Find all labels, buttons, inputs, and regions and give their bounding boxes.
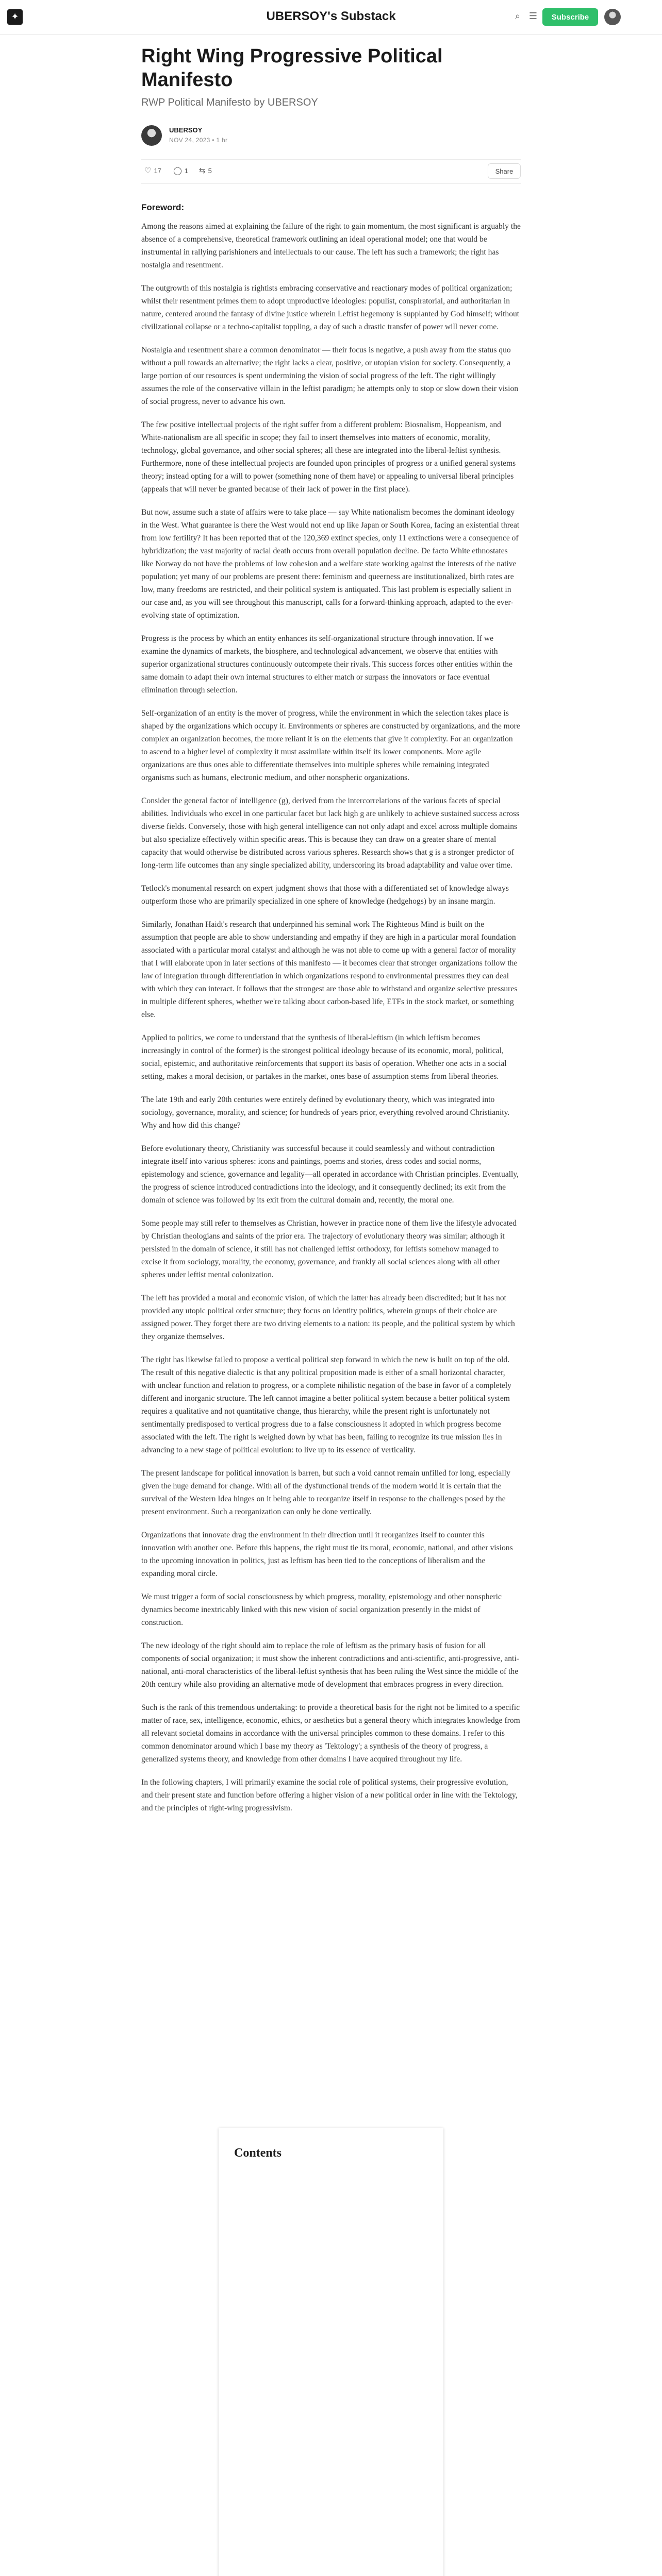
body-paragraph: Applied to politics, we come to understand that the synthesis of liberal-leftism (in which leftism becomes increasingly in control of the former) is the strongest political ideology because of its economic, moral, political, social, epistemic, and authoritative reinforcements that support its basis of operation. Whether one acts in a social setting, makes a moral decision, or partakes in the market, ones base of assumption stems from liberal theories.	[141, 1033, 507, 1081]
body-paragraph: The outgrowth of this nostalgia is rightists embracing conservative and reactionary modes of political organization; whilst their resentment primes them to adopt unproductive ideologies: populist, conspiratorial, and authoritarian in nature, centered around the fantasy of divine justice wherein Leftist hegemony is supplanted by God himself; without civilizational collapse or a techno-capitalist toppling, a day of such a drastic transfer of power will never come.	[141, 284, 520, 331]
search-icon[interactable]: ⌕	[515, 11, 521, 22]
body-paragraph: Nostalgia and resentment share a common denominator — their focus is negative, a push away from the status quo without a pull towards an alternative; the right lacks a clear, positive, or utopian vision for society. Consequently, a large portion of our resources is spent undermining the vision of social progress of the left. The right willingly assumes the role of the conservative villain in the leftist paradigm; he attempts only to stop or slow down their vision of social progress, never to advance his own.	[141, 346, 519, 406]
body-paragraph: The few positive intellectual projects of the right suffer from a different problem: Biosnalism, Hoppeanism, and White-nationalism are all specific in scope; they fail to insert themselves into matters of economic, morality, technology, global governance, and other social spheres; all these are integrated into the liberal-leftist synthesis. Furthermore, none of these intellectual projects are founded upon principles of progress or a unified general systems theory; instead opting for a will to power (something none of them have) or appealing to universal liberal principles (appeals that will never be granted because of their lack of power in the first place).	[141, 420, 516, 494]
body-paragraph: Consider the general factor of intelligence (g), derived from the intercorrelations of the various facets of special abilities. Individuals who excel in one particular facet but lack high g are unlikely to achieve sustained success across diverse fields. Conversely, those with high general intelligence can not only adapt and excel across multiple domains but also specialize effectively within specific areas. This is because they can draw on a greater share of mental capacity that would otherwise be distributed across various spheres. Research shows that g is a stronger predictor of long-term life outcomes than any single specialized ability, underscoring its broad adaptability and value over time.	[141, 796, 520, 870]
like-button[interactable]	[144, 166, 161, 175]
body-paragraph: Before evolutionary theory, Christianity was successful because it could seamlessly and without contradiction integrate itself into various spheres: icons and paintings, poems and stories, dress codes and social norms, epistemology and science, governance and legality—all operated in accordance with Christian principles. Eventually, the progress of science introduced contradictions into the ideology, and it consequently declined; its exit from the domain of science was followed by its exit from the cultural domain and, recently, the moral one.	[141, 1144, 519, 1205]
body-paragraph: The left has provided a moral and economic vision, of which the latter has already been discredited; but it has not provided any utopic political order structure; they focus on identity politics, wherein groups of their choice are assigned power. They forget there are two driving elements to a nation: its people, and the political system by which they organize themselves.	[141, 1294, 515, 1341]
comment-count: 1	[184, 167, 189, 175]
publication-logo-icon[interactable]: ✦	[7, 9, 23, 25]
restack-icon: ⇆	[199, 166, 206, 175]
body-paragraph: Progress is the process by which an entity enhances its self-organizational structure through innovation. If we examine the dynamics of markets, the biosphere, and technological advancement, we observe that entities with superior organizational structures continuously outcompete their rivals. This success forces other entities within the same domain to adapt their own internal structures to either match or surpass the innovators or face eventual elimination through selection.	[141, 634, 513, 694]
post-actions-bar	[141, 159, 521, 184]
article	[141, 44, 521, 1815]
body-paragraph: Self-organization of an entity is the mover of progress, while the environment in which the selection takes place is shaped by the organizations which occupy it. Environments or spheres are constructed by organizations, and the more complex an organization becomes, the more reliant it is on the elements that give it complexity. For an organization to ascend to a higher level of complexity it must assimilate within itself its lower components. More agile organizations are thus ones able to differentiate themselves into multiple spheres while remaining integrated organisms such as humans, electronic medium, and other nonspheric organizations.	[141, 709, 520, 782]
share-button[interactable]: Share	[488, 163, 521, 179]
article-body	[141, 220, 521, 1815]
comment-icon: ◯	[173, 166, 182, 175]
author-avatar[interactable]	[141, 125, 162, 146]
body-paragraph: The present landscape for political innovation is barren, but such a void cannot remain unfilled for long, especially given the huge demand for change. With all of the dysfunctional trends of the modern world it is certain that the survival of the Western Idea hinges on it being able to reorganize itself in response to the challenges posed by the present environment. Such a reorganization can only be done vertically.	[141, 1469, 510, 1516]
heart-icon: ♡	[144, 166, 152, 175]
restack-count: 5	[208, 167, 212, 175]
body-paragraph: The new ideology of the right should aim to replace the role of leftism as the primary basis of fusion for all components of social organization; it must show the inherent contradictions and anti-scientific, anti-progressive, anti-national, anti-moral characteristics of the liberal-leftist synthesis that has been ruling the West since the middle of the 20th century while also providing an alternative mode of development that embraces progress in every direction.	[141, 1641, 519, 1689]
body-paragraph: Organizations that innovate drag the environment in their direction until it reorganizes itself to counter this innovation with another one. Before this happens, the right must tie its moral, economic, national, and other visions to the upcoming innovation in politics, just as leftism has been tied to the conceptions of liberalism and the expanding moral circle.	[141, 1531, 513, 1578]
comment-button[interactable]	[173, 166, 188, 175]
body-paragraph: But now, assume such a state of affairs were to take place — say White nationalism becomes the dominant ideology in the West. What guarantee is there the West would not end up like Japan or South Korea, facing an existential threat from low fertility? It has been reported that of the 120,369 extinct species, only 11 extinctions were a consequence of hybridization; the vast majority of racial death occurs from overall population decline. De facto White ethnostates like Norway do not have the problems of low cohesion and a welfare state working against the interests of the native population; yet many of our problems are present there: feminism and queerness are institutionalized, birth rates are low, many freedoms are restricted, and their political system is antiquated. This last problem is especially salient in our case and, as you will see throughout this manuscript, calls for a forward-thinking approach, adapted to the ever-evolving state of optimization.	[141, 508, 520, 620]
menu-icon[interactable]: ☰	[528, 11, 538, 22]
body-paragraph: The right has likewise failed to propose a vertical political step forward in which the new is built on top of the old. The result of this negative dialectic is that any political proposition made is either of a small horizontal character, with unclear function and relation to progress, or a complete nihilistic negation of the base in favor of a completely different and inorganic structure. The left cannot imagine a better political system because a better political system requires a qualitative and not quantitative change, thus hierarchy, while the present right is unfortunately not sentimentally predisposed to vertical progress due to a false consciousness it adopted in which progress become associated with the left. The right is weighed down by what has been, failing to recognize its true mission lies in advancing to a new stage of political evolution: to live up to its essence of verticality.	[141, 1355, 511, 1454]
author-name[interactable]: UBERSOY	[169, 126, 203, 134]
body-paragraph: Such is the rank of this tremendous undertaking: to provide a theoretical basis for the right not be limited to a specific matter of race, sex, intelligence, economic, ethics, or aesthetics but a general theory which integrates knowledge from all relevant societal domains in accordance with the universal principles common to these domains. I refer to this common denominator around which I base my theory as 'Tektology'; a synthesis of the theory of progress, a generalized systems theory, and knowledge from other domains I have acquired throughout my life.	[141, 1703, 520, 1764]
contents-heading: Contents	[234, 2146, 282, 2160]
body-paragraph: Similarly, Jonathan Haidt's research that underpinned his seminal work The Righteous Mind is built on the assumption that people are able to show understanding and empathy if they are high in a particular moral foundation associated with a particular moral catalyst and although he was not able to come up with a general factor of morality that I will elaborate upon in later sections of this manifesto — it becomes clear that stronger organizations follow the law of integration through differentiation in which organizations respond to environmental pressures they can deal with which they can interact. It follows that the strongest are those able to withstand and organize selective pressures in multiple different spheres, whether we're talking about carbon-based life, ETFs in the stock market, or something else.	[141, 920, 518, 1019]
body-paragraph: The late 19th and early 20th centuries were entirely defined by evolutionary theory, which was integrated into sociology, governance, morality, and science; for hundreds of years prior, everything revolved around Christianity. Why and how did this change?	[141, 1095, 510, 1130]
body-paragraph: Some people may still refer to themselves as Christian, however in practice none of them live the lifestyle advocated by Christian theologians and saints of the prior era. The trajectory of evolutionary theory was similar; although it persisted in the domain of science, it still has not challenged leftist orthodoxy, for leftists somehow managed to excise it from sociology, morality, the economy, governance, and frankly all social sciences along with all other spheres under leftist mental colonization.	[141, 1219, 517, 1279]
like-count: 17	[154, 167, 161, 175]
restack-button[interactable]	[199, 166, 212, 175]
contents-image	[141, 2128, 521, 2576]
foreword-heading: Foreword:	[141, 202, 185, 212]
body-paragraph: In the following chapters, I will primarily examine the social role of political systems, their progressive evolution, and their present state and function before offering a higher vision of a new political order in line with the Tektology, and the principles of right-wing progressivism.	[141, 1778, 518, 1812]
post-title: Right Wing Progressive Political Manifesto	[141, 45, 443, 91]
subscribe-button[interactable]: Subscribe	[542, 8, 598, 26]
byline	[141, 122, 521, 151]
post-date: NOV 24, 2023 • 1 hr	[169, 137, 228, 144]
body-paragraph: Among the reasons aimed at explaining the failure of the right to gain momentum, the most significant is arguably the absence of a comprehensive, theoretical framework outlining an ideal operational model; one that would be instrumental in rallying parishioners and intellectuals to our cause. The left has such a framework; the right has nostalgia and resentment.	[141, 222, 521, 269]
contents-page-1	[219, 2128, 443, 2576]
top-navigation-bar	[0, 0, 662, 35]
post-subtitle: RWP Political Manifesto by UBERSOY	[141, 97, 318, 108]
body-paragraph: Tetlock's monumental research on expert judgment shows that those with a differentiated set of knowledge always outperform those who are primarily specialized in one sphere of knowledge (hedgehogs) by an insane margin.	[141, 884, 509, 906]
publication-title[interactable]: UBERSOY's Substack	[266, 9, 396, 23]
body-paragraph: We must trigger a form of social consciousness by which progress, morality, epistemology and other nonspheric dynamics become inextricably linked with this new vision of social organization presently in the midst of construction.	[141, 1592, 502, 1627]
user-avatar[interactable]	[604, 9, 621, 25]
